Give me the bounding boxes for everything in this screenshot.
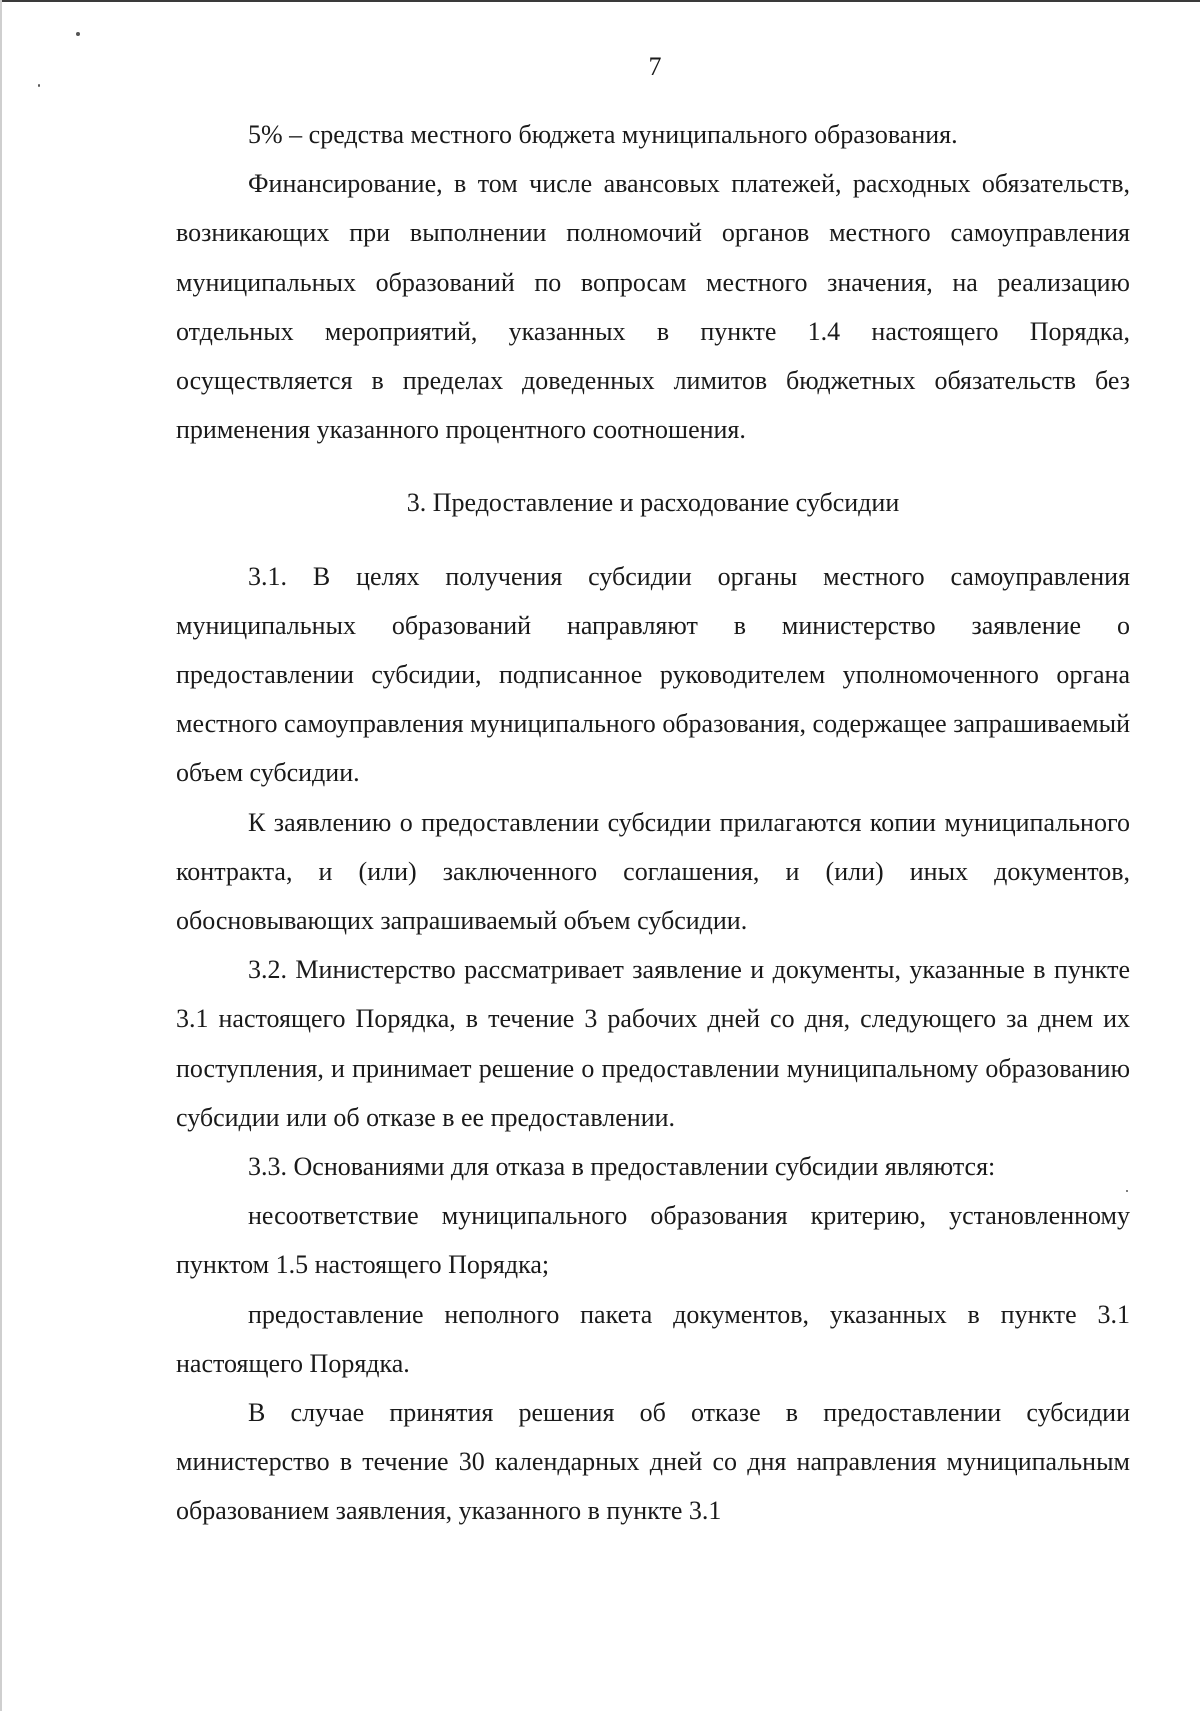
scan-speck xyxy=(38,84,40,87)
paragraph: 5% – средства местного бюджета муниципального образования. xyxy=(248,120,958,149)
page-number: 7 xyxy=(648,52,662,81)
paragraph: несоответствие муниципального образования критерию, установленному пунктом 1.5 настоящего Порядка; xyxy=(176,1201,1130,1280)
paragraph: 3.2. Министерство рассматривает заявление и документы, указанные в пункте 3.1 настоящего Порядка, в течение 3 рабочих дней со дня, следующего за днем их поступления, и принимает решение о предоставлении муниципальному образованию субсидии или об отказе в ее предоставлении. xyxy=(176,955,1130,1132)
document-body xyxy=(176,110,1130,1536)
paragraph: В случае принятия решения об отказе в предоставлении субсидии министерство в течение 30 календарных дней со дня направления муниципальным образованием заявления, указанного в пункте 3.1 xyxy=(176,1398,1130,1526)
paragraph: К заявлению о предоставлении субсидии прилагаются копии муниципального контракта, и (или) заключенного соглашения, и (или) иных документов, обосновывающих запрашиваемый объем субсидии. xyxy=(176,807,1130,936)
paragraph: предоставление неполного пакета документов, указанных в пункте 3.1 настоящего Порядка. xyxy=(176,1299,1130,1378)
paragraph: Финансирование, в том числе авансовых платежей, расходных обязательств, возникающих при выполнении полномочий органов местного самоуправления муниципальных образований по вопросам местного значения, на реализацию отдельных мероприятий, указанных в пункте 1.4 настоящего Порядка, осуществляется в пределах доведенных лимитов бюджетных обязательств без применения указанного процентного соотношения. xyxy=(176,169,1130,445)
scan-left-edge xyxy=(0,0,2,1711)
paragraph: 3.3. Основаниями для отказа в предоставлении субсидии являются: xyxy=(248,1152,996,1182)
section-heading: 3. Предоставление и расходование субсидии xyxy=(406,488,900,518)
paragraph: 3.1. В целях получения субсидии органы местного самоуправления муниципальных образований направляют в министерство заявление о предоставлении субсидии, подписанное руководителем уполномоченного органа местного самоуправления муниципального образования, содержащее запрашиваемый объем субсидии. xyxy=(176,561,1130,788)
scan-top-edge xyxy=(0,0,1200,2)
scan-speck xyxy=(76,32,80,36)
